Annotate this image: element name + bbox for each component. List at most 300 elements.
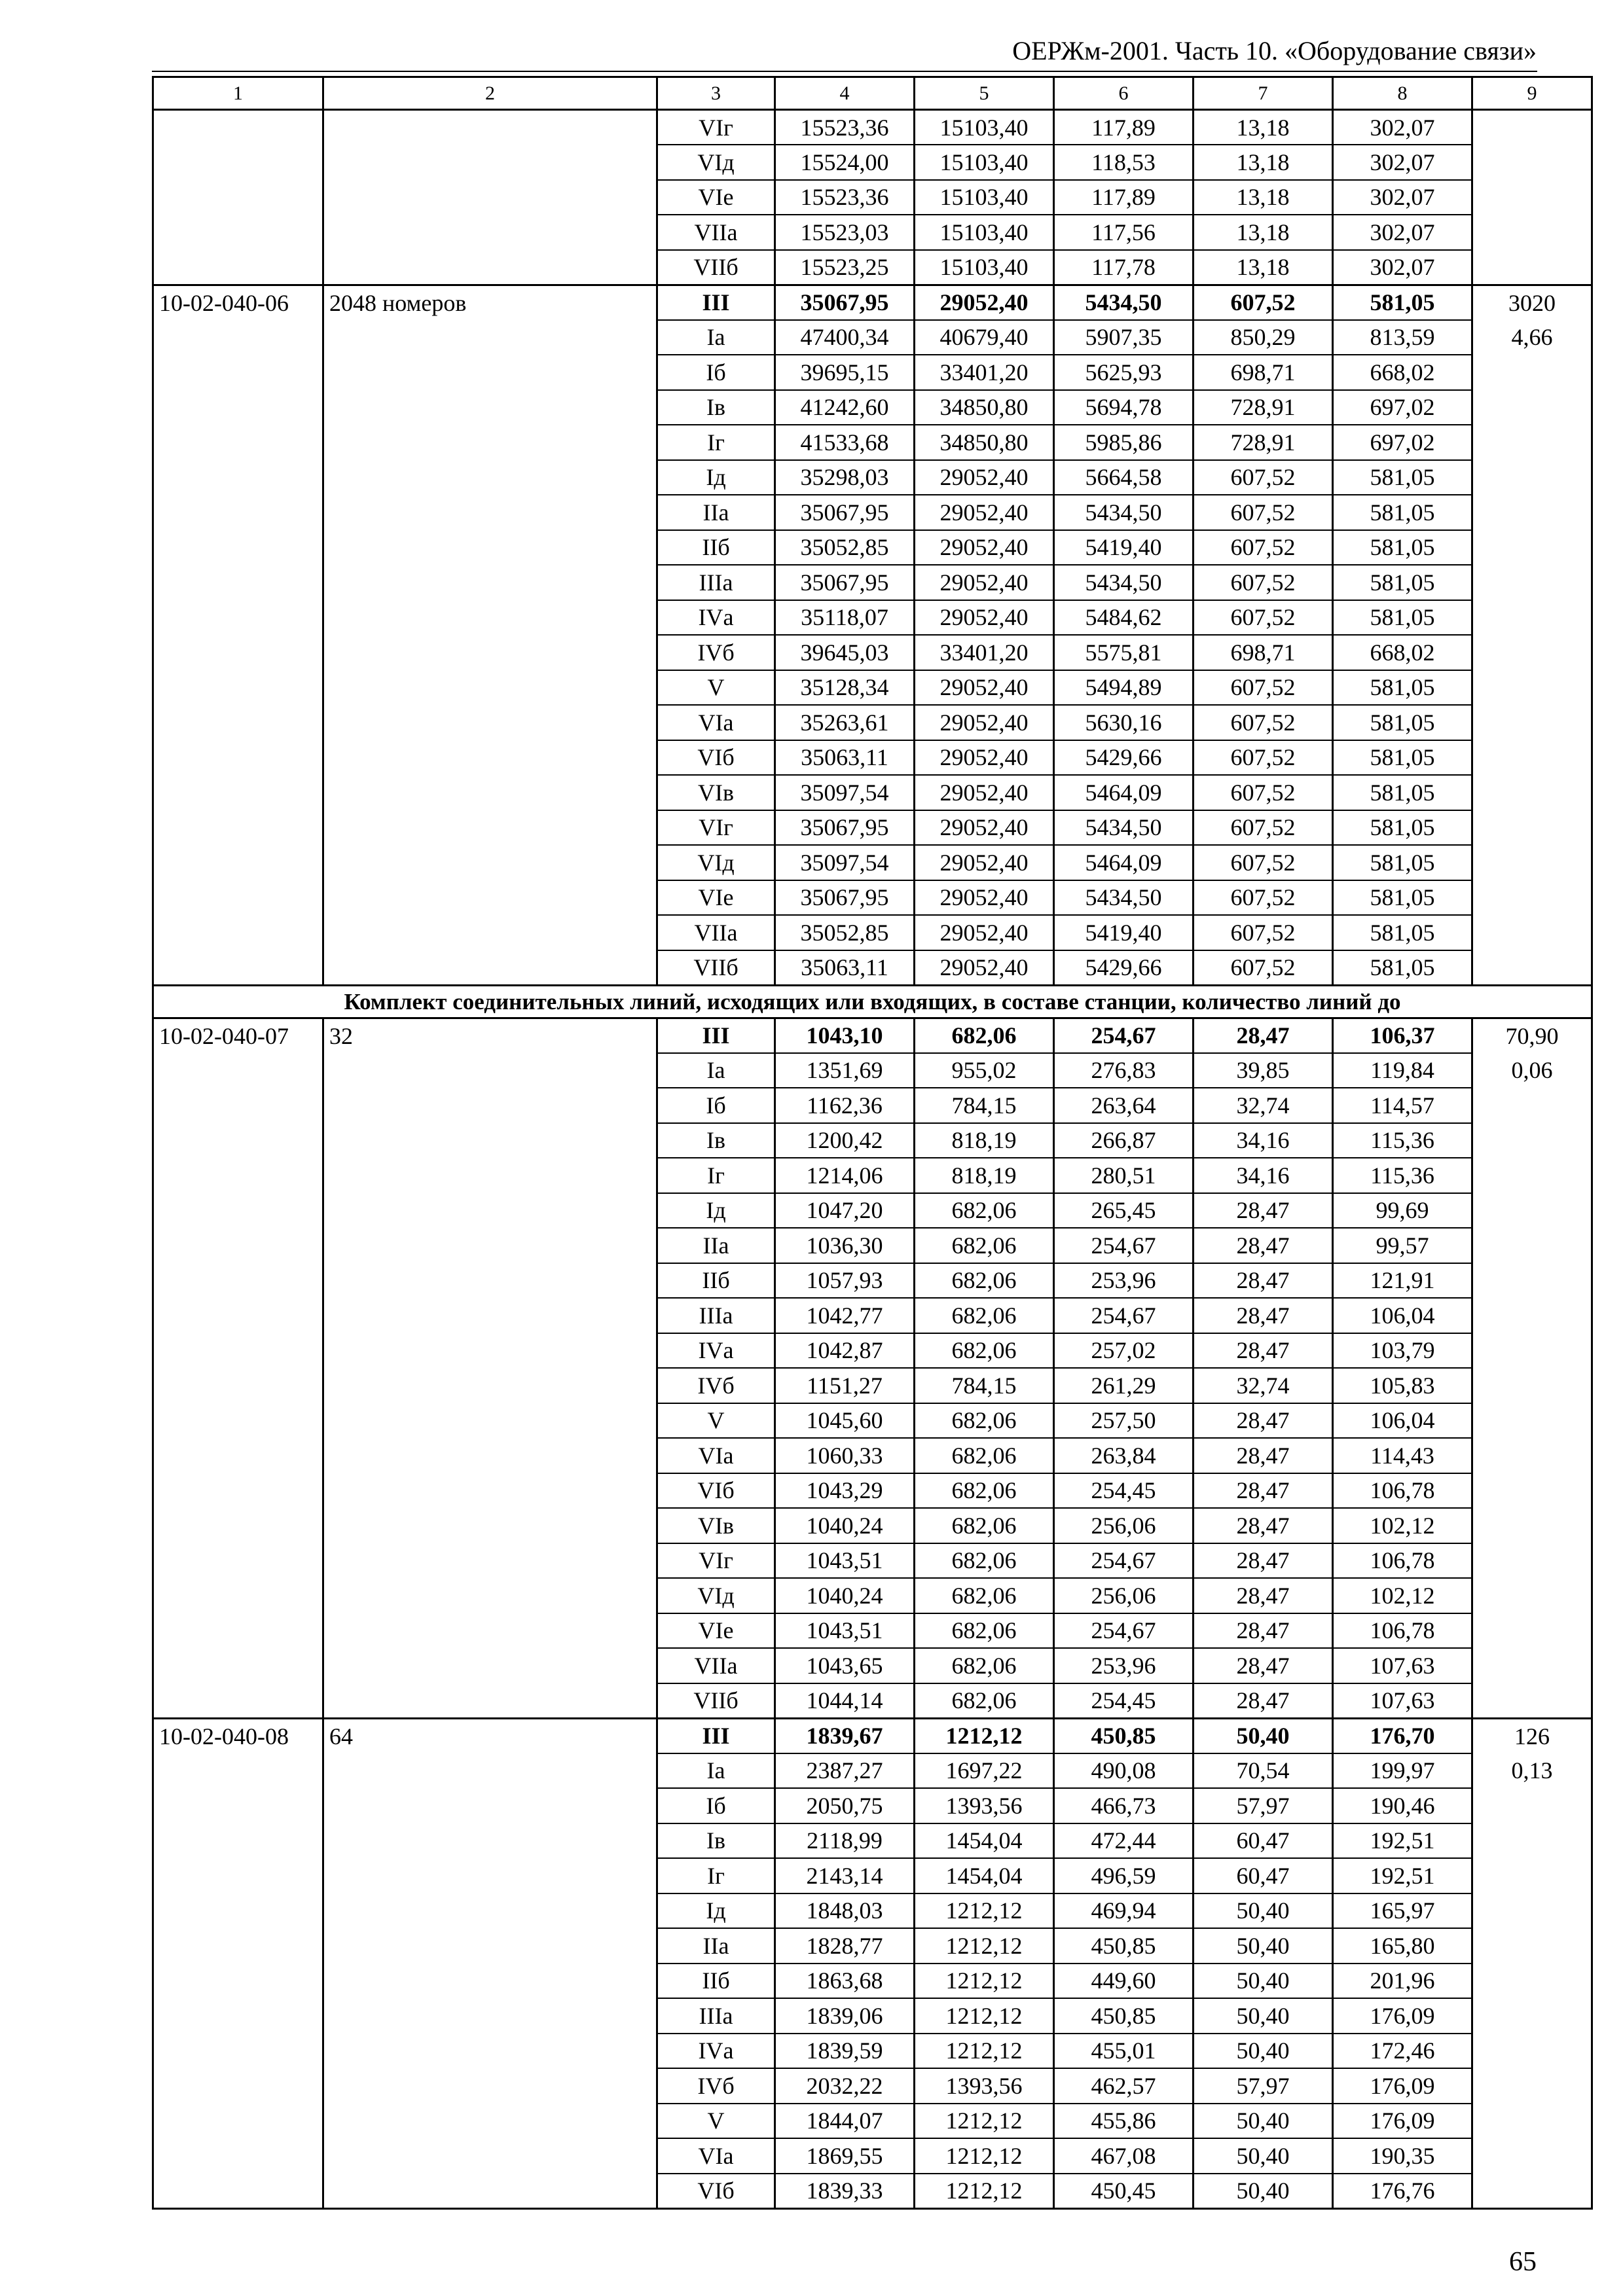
value-cell: 1212,12 (915, 2138, 1054, 2174)
value-cell: 13,18 (1194, 110, 1333, 145)
code-cell (153, 775, 323, 810)
value-cell: 47400,34 (775, 320, 915, 355)
code-cell (153, 635, 323, 670)
value-cell: 253,96 (1054, 1263, 1194, 1299)
value-cell: 607,52 (1194, 600, 1333, 636)
name-cell (323, 530, 657, 565)
table-row (153, 705, 1592, 740)
value-cell: 581,05 (1333, 705, 1472, 740)
code-cell (153, 2138, 323, 2174)
table-row (153, 1088, 1592, 1123)
value-cell: 1839,06 (775, 1998, 915, 2034)
value-cell: 35263,61 (775, 705, 915, 740)
table-row (153, 670, 1592, 706)
code-cell (153, 1543, 323, 1579)
table-row (153, 425, 1592, 460)
table-row (153, 1158, 1592, 1193)
code-cell (153, 1823, 323, 1859)
value-cell: 1042,87 (775, 1333, 915, 1369)
value-cell: 581,05 (1333, 740, 1472, 776)
table-row (153, 390, 1592, 425)
extra-cell (1472, 1263, 1592, 1299)
value-cell: 257,50 (1054, 1403, 1194, 1439)
name-cell (323, 1438, 657, 1473)
table-row (153, 1928, 1592, 1964)
value-cell: 15103,40 (915, 110, 1054, 145)
name-cell (323, 145, 657, 180)
zone-cell: VIа (657, 1438, 775, 1473)
value-cell: 449,60 (1054, 1964, 1194, 1999)
name-cell: 32 (323, 1018, 657, 1053)
value-cell: 50,40 (1194, 2104, 1333, 2139)
value-cell: 35052,85 (775, 530, 915, 565)
table-row (153, 355, 1592, 390)
name-cell (323, 775, 657, 810)
value-cell: 607,52 (1194, 845, 1333, 880)
table-row (153, 1508, 1592, 1543)
value-cell: 697,02 (1333, 425, 1472, 460)
table-row (153, 1263, 1592, 1299)
value-cell: 28,47 (1194, 1438, 1333, 1473)
value-cell: 39645,03 (775, 635, 915, 670)
value-cell: 15103,40 (915, 215, 1054, 250)
value-cell: 813,59 (1333, 320, 1472, 355)
value-cell: 607,52 (1194, 495, 1333, 530)
value-cell: 35063,11 (775, 950, 915, 986)
value-cell: 34850,80 (915, 425, 1054, 460)
value-cell: 13,18 (1194, 250, 1333, 285)
extra-cell: 126 (1472, 1718, 1592, 1753)
table-row (153, 1964, 1592, 1999)
zone-cell: VIв (657, 775, 775, 810)
value-cell: 50,40 (1194, 1928, 1333, 1964)
extra-cell (1472, 880, 1592, 916)
code-cell (153, 1298, 323, 1333)
value-cell: 5985,86 (1054, 425, 1194, 460)
value-cell: 29052,40 (915, 845, 1054, 880)
value-cell: 607,52 (1194, 670, 1333, 706)
value-cell: 1839,59 (775, 2034, 915, 2069)
table-row (153, 1613, 1592, 1649)
value-cell: 1047,20 (775, 1193, 915, 1229)
code-cell (153, 1473, 323, 1509)
value-cell: 1162,36 (775, 1088, 915, 1123)
extra-cell (1472, 215, 1592, 250)
name-cell (323, 1228, 657, 1263)
value-cell: 28,47 (1194, 1543, 1333, 1579)
value-cell: 1454,04 (915, 1858, 1054, 1893)
value-cell: 29052,40 (915, 880, 1054, 916)
code-cell (153, 1753, 323, 1789)
value-cell: 5625,93 (1054, 355, 1194, 390)
zone-cell: IVа (657, 600, 775, 636)
value-cell: 13,18 (1194, 215, 1333, 250)
value-cell: 35298,03 (775, 460, 915, 495)
zone-cell: VIе (657, 880, 775, 916)
value-cell: 5494,89 (1054, 670, 1194, 706)
code-cell (153, 845, 323, 880)
code-cell (153, 1613, 323, 1649)
value-cell: 28,47 (1194, 1263, 1333, 1299)
value-cell: 28,47 (1194, 1508, 1333, 1543)
code-cell (153, 215, 323, 250)
value-cell: 28,47 (1194, 1333, 1333, 1369)
value-cell: 280,51 (1054, 1158, 1194, 1193)
value-cell: 28,47 (1194, 1613, 1333, 1649)
value-cell: 1060,33 (775, 1438, 915, 1473)
value-cell: 607,52 (1194, 530, 1333, 565)
code-cell (153, 915, 323, 950)
value-cell: 1212,12 (915, 1998, 1054, 2034)
zone-cell: Iб (657, 1088, 775, 1123)
zone-cell: Iа (657, 1053, 775, 1088)
value-cell: 698,71 (1194, 635, 1333, 670)
value-cell: 29052,40 (915, 950, 1054, 986)
code-cell (153, 2068, 323, 2104)
value-cell: 35067,95 (775, 880, 915, 916)
zone-cell: IIIа (657, 565, 775, 600)
name-cell (323, 425, 657, 460)
value-cell: 581,05 (1333, 845, 1472, 880)
table-body (153, 77, 1592, 2209)
value-cell: 1043,10 (775, 1018, 915, 1053)
table-row (153, 2104, 1592, 2139)
extra-cell: 70,90 (1472, 1018, 1592, 1053)
code-cell (153, 145, 323, 180)
value-cell: 469,94 (1054, 1893, 1194, 1929)
zone-cell: VIг (657, 810, 775, 846)
name-cell (323, 2138, 657, 2174)
code-cell (153, 2034, 323, 2069)
value-cell: 682,06 (915, 1228, 1054, 1263)
value-cell: 682,06 (915, 1333, 1054, 1369)
column-number: 6 (1054, 77, 1194, 110)
value-cell: 106,78 (1333, 1473, 1472, 1509)
table-row (153, 1053, 1592, 1088)
extra-cell (1472, 180, 1592, 215)
value-cell: 29052,40 (915, 915, 1054, 950)
value-cell: 265,45 (1054, 1193, 1194, 1229)
extra-cell (1472, 2174, 1592, 2209)
value-cell: 302,07 (1333, 145, 1472, 180)
value-cell: 818,19 (915, 1123, 1054, 1158)
value-cell: 172,46 (1333, 2034, 1472, 2069)
value-cell: 682,06 (915, 1648, 1054, 1683)
running-header: ОЕРЖм-2001. Часть 10. «Оборудование связи» (1012, 36, 1537, 65)
code-cell (153, 390, 323, 425)
value-cell: 15103,40 (915, 145, 1054, 180)
zone-cell: VIIа (657, 915, 775, 950)
name-cell (323, 1893, 657, 1929)
value-cell: 15103,40 (915, 180, 1054, 215)
zone-cell: Iг (657, 425, 775, 460)
value-cell: 176,09 (1333, 2104, 1472, 2139)
value-cell: 5630,16 (1054, 705, 1194, 740)
value-cell: 955,02 (915, 1053, 1054, 1088)
value-cell: 5429,66 (1054, 740, 1194, 776)
value-cell: 728,91 (1194, 390, 1333, 425)
value-cell: 32,74 (1194, 1368, 1333, 1403)
value-cell: 607,52 (1194, 460, 1333, 495)
extra-cell (1472, 915, 1592, 950)
value-cell: 607,52 (1194, 705, 1333, 740)
value-cell: 1200,42 (775, 1123, 915, 1158)
zone-cell: III (657, 1718, 775, 1753)
table-row (153, 1368, 1592, 1403)
zone-cell: V (657, 2104, 775, 2139)
zone-cell: Iв (657, 1123, 775, 1158)
zone-cell: VIб (657, 2174, 775, 2209)
code-cell (153, 705, 323, 740)
table-row (153, 1228, 1592, 1263)
value-cell: 50,40 (1194, 1893, 1333, 1929)
value-cell: 34,16 (1194, 1123, 1333, 1158)
value-cell: 5434,50 (1054, 285, 1194, 320)
value-cell: 466,73 (1054, 1788, 1194, 1823)
value-cell: 190,35 (1333, 2138, 1472, 2174)
extra-cell (1472, 1893, 1592, 1929)
code-cell (153, 1228, 323, 1263)
name-cell (323, 1858, 657, 1893)
value-cell: 1839,33 (775, 2174, 915, 2209)
table-row (153, 600, 1592, 636)
name-cell (323, 600, 657, 636)
table-row (153, 950, 1592, 986)
extra-cell: 3020 (1472, 285, 1592, 320)
zone-cell: Iв (657, 390, 775, 425)
extra-cell (1472, 145, 1592, 180)
code-cell (153, 1158, 323, 1193)
zone-cell: VIе (657, 180, 775, 215)
value-cell: 581,05 (1333, 950, 1472, 986)
extra-cell (1472, 950, 1592, 986)
value-cell: 105,83 (1333, 1368, 1472, 1403)
value-cell: 682,06 (915, 1263, 1054, 1299)
value-cell: 607,52 (1194, 950, 1333, 986)
value-cell: 254,67 (1054, 1018, 1194, 1053)
value-cell: 581,05 (1333, 670, 1472, 706)
table-row (153, 2034, 1592, 2069)
value-cell: 5434,50 (1054, 880, 1194, 916)
zone-cell: VIIа (657, 1648, 775, 1683)
column-number: 1 (153, 77, 323, 110)
value-cell: 257,02 (1054, 1333, 1194, 1369)
extra-cell (1472, 355, 1592, 390)
price-table (152, 76, 1593, 2210)
table-row (153, 320, 1592, 355)
extra-cell (1472, 1403, 1592, 1439)
page-number: 65 (1509, 2247, 1537, 2277)
value-cell: 50,40 (1194, 2138, 1333, 2174)
code-cell (153, 425, 323, 460)
value-cell: 15523,36 (775, 180, 915, 215)
value-cell: 176,09 (1333, 2068, 1472, 2104)
value-cell: 117,89 (1054, 110, 1194, 145)
value-cell: 581,05 (1333, 880, 1472, 916)
value-cell: 121,91 (1333, 1263, 1472, 1299)
value-cell: 29052,40 (915, 705, 1054, 740)
value-cell: 302,07 (1333, 180, 1472, 215)
value-cell: 1214,06 (775, 1158, 915, 1193)
value-cell: 40679,40 (915, 320, 1054, 355)
value-cell: 254,45 (1054, 1683, 1194, 1719)
value-cell: 1393,56 (915, 2068, 1054, 2104)
value-cell: 254,67 (1054, 1228, 1194, 1263)
name-cell (323, 1823, 657, 1859)
extra-cell (1472, 1368, 1592, 1403)
value-cell: 266,87 (1054, 1123, 1194, 1158)
value-cell: 1454,04 (915, 1823, 1054, 1859)
value-cell: 13,18 (1194, 145, 1333, 180)
extra-cell (1472, 495, 1592, 530)
column-number: 8 (1333, 77, 1472, 110)
extra-cell (1472, 1578, 1592, 1613)
value-cell: 1057,93 (775, 1263, 915, 1299)
value-cell: 35067,95 (775, 495, 915, 530)
code-cell (153, 1053, 323, 1088)
value-cell: 1212,12 (915, 1893, 1054, 1929)
value-cell: 28,47 (1194, 1298, 1333, 1333)
value-cell: 607,52 (1194, 810, 1333, 846)
column-number-row (153, 77, 1592, 110)
column-number: 2 (323, 77, 657, 110)
value-cell: 1044,14 (775, 1683, 915, 1719)
value-cell: 15103,40 (915, 250, 1054, 285)
extra-cell (1472, 1964, 1592, 1999)
table-row (153, 880, 1592, 916)
table-row (153, 565, 1592, 600)
value-cell: 455,01 (1054, 2034, 1194, 2069)
extra-cell (1472, 705, 1592, 740)
value-cell: 102,12 (1333, 1578, 1472, 1613)
value-cell: 50,40 (1194, 2034, 1333, 2069)
name-cell (323, 1508, 657, 1543)
code-cell (153, 565, 323, 600)
extra-cell (1472, 845, 1592, 880)
zone-cell: VIд (657, 145, 775, 180)
code-cell: 10-02-040-07 (153, 1018, 323, 1053)
table-row (153, 2068, 1592, 2104)
value-cell: 1043,29 (775, 1473, 915, 1509)
code-cell (153, 495, 323, 530)
value-cell: 199,97 (1333, 1753, 1472, 1789)
name-cell (323, 845, 657, 880)
value-cell: 50,40 (1194, 2174, 1333, 2209)
extra-cell (1472, 1788, 1592, 1823)
extra-cell (1472, 250, 1592, 285)
zone-cell: VIд (657, 845, 775, 880)
value-cell: 28,47 (1194, 1648, 1333, 1683)
table-row (153, 810, 1592, 846)
value-cell: 32,74 (1194, 1088, 1333, 1123)
code-cell: 10-02-040-08 (153, 1718, 323, 1753)
value-cell: 29052,40 (915, 600, 1054, 636)
code-cell (153, 1928, 323, 1964)
value-cell: 107,63 (1333, 1683, 1472, 1719)
value-cell: 1863,68 (775, 1964, 915, 1999)
table-row (153, 285, 1592, 320)
value-cell: 29052,40 (915, 775, 1054, 810)
value-cell: 682,06 (915, 1298, 1054, 1333)
table-row (153, 1683, 1592, 1719)
value-cell: 117,78 (1054, 250, 1194, 285)
value-cell: 5429,66 (1054, 950, 1194, 986)
value-cell: 5694,78 (1054, 390, 1194, 425)
value-cell: 29052,40 (915, 810, 1054, 846)
table-row (153, 495, 1592, 530)
value-cell: 302,07 (1333, 215, 1472, 250)
code-cell (153, 460, 323, 495)
value-cell: 5575,81 (1054, 635, 1194, 670)
extra-cell (1472, 600, 1592, 636)
value-cell: 682,06 (915, 1578, 1054, 1613)
value-cell: 70,54 (1194, 1753, 1333, 1789)
name-cell (323, 565, 657, 600)
value-cell: 15523,03 (775, 215, 915, 250)
extra-cell (1472, 1928, 1592, 1964)
extra-cell (1472, 565, 1592, 600)
extra-cell (1472, 1193, 1592, 1229)
code-cell (153, 880, 323, 916)
value-cell: 103,79 (1333, 1333, 1472, 1369)
name-cell (323, 1473, 657, 1509)
name-cell (323, 320, 657, 355)
value-cell: 254,45 (1054, 1473, 1194, 1509)
table-row (153, 1403, 1592, 1439)
zone-cell: VIб (657, 740, 775, 776)
value-cell: 607,52 (1194, 775, 1333, 810)
code-cell (153, 320, 323, 355)
zone-cell: VIе (657, 1613, 775, 1649)
extra-cell (1472, 775, 1592, 810)
value-cell: 496,59 (1054, 1858, 1194, 1893)
value-cell: 15523,25 (775, 250, 915, 285)
table-row (153, 635, 1592, 670)
value-cell: 1351,69 (775, 1053, 915, 1088)
value-cell: 33401,20 (915, 355, 1054, 390)
code-cell (153, 810, 323, 846)
value-cell: 1040,24 (775, 1578, 915, 1613)
extra-cell (1472, 530, 1592, 565)
extra-cell: 4,66 (1472, 320, 1592, 355)
value-cell: 1828,77 (775, 1928, 915, 1964)
code-cell (153, 670, 323, 706)
value-cell: 57,97 (1194, 2068, 1333, 2104)
value-cell: 682,06 (915, 1403, 1054, 1439)
value-cell: 192,51 (1333, 1823, 1472, 1859)
table-row (153, 1858, 1592, 1893)
code-cell (153, 1578, 323, 1613)
zone-cell: Iб (657, 1788, 775, 1823)
value-cell: 28,47 (1194, 1683, 1333, 1719)
code-cell (153, 950, 323, 986)
zone-cell: VIIа (657, 215, 775, 250)
code-cell: 10-02-040-06 (153, 285, 323, 320)
value-cell: 28,47 (1194, 1403, 1333, 1439)
value-cell: 35067,95 (775, 810, 915, 846)
value-cell: 1151,27 (775, 1368, 915, 1403)
zone-cell: III (657, 285, 775, 320)
extra-cell (1472, 110, 1592, 145)
value-cell: 682,06 (915, 1613, 1054, 1649)
extra-cell (1472, 1613, 1592, 1649)
value-cell: 192,51 (1333, 1858, 1472, 1893)
value-cell: 35118,07 (775, 600, 915, 636)
value-cell: 114,57 (1333, 1088, 1472, 1123)
value-cell: 5907,35 (1054, 320, 1194, 355)
value-cell: 682,06 (915, 1473, 1054, 1509)
value-cell: 29052,40 (915, 565, 1054, 600)
